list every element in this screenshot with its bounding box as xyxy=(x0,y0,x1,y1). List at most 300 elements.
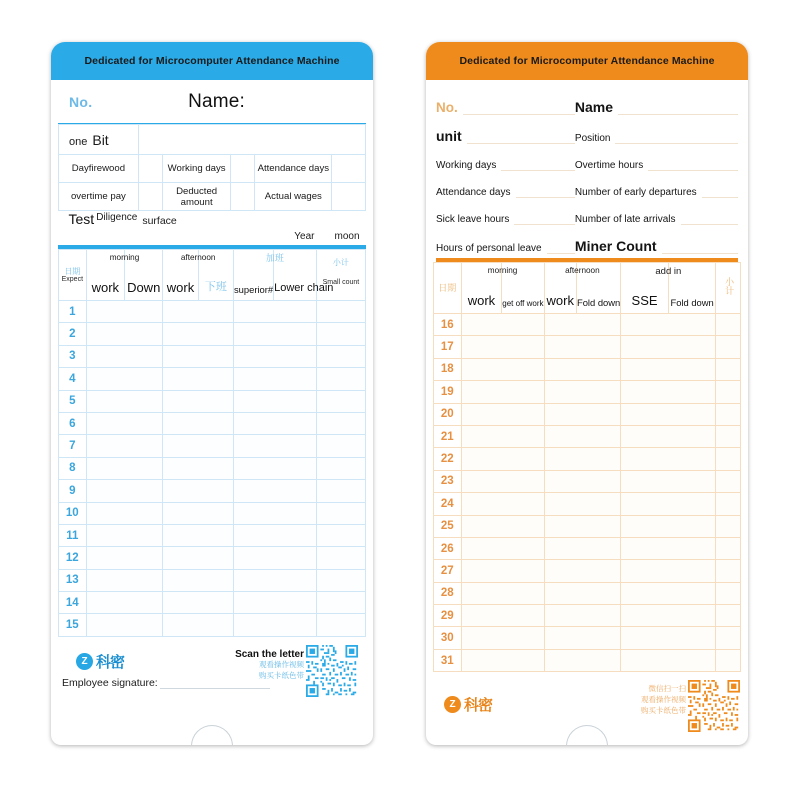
table-row xyxy=(59,368,366,390)
field-late-arrivals xyxy=(575,213,738,225)
cell-smallcount[interactable] xyxy=(716,537,741,559)
afternoon-work-header: work xyxy=(546,293,574,308)
cell-smallcount[interactable] xyxy=(316,502,365,524)
table-row xyxy=(59,457,366,479)
table-row xyxy=(434,381,741,403)
early-departures-label: Number of early departures xyxy=(574,187,697,198)
row-number: 27 xyxy=(434,560,462,582)
field-unit xyxy=(436,128,575,144)
cell-morning[interactable] xyxy=(86,345,163,367)
addin-group-label: add in xyxy=(655,266,682,277)
test-line-cell xyxy=(59,211,366,246)
field-dayfirewood-blank xyxy=(138,155,163,183)
name-label: Name: xyxy=(188,90,246,112)
blue-table-header-row xyxy=(59,250,366,301)
cell-morning[interactable] xyxy=(86,569,163,591)
cell-overtime[interactable] xyxy=(233,368,316,390)
date-header-cjk: 日期 xyxy=(64,266,81,276)
orange-table-wrap xyxy=(426,262,748,672)
morning-work-header: work xyxy=(467,293,496,308)
cell-smallcount[interactable] xyxy=(316,368,365,390)
field-attendance-days-blank xyxy=(332,155,366,183)
morning-work-header: work xyxy=(91,280,120,295)
test-label: Test xyxy=(68,211,95,227)
field-actual-wages-blank xyxy=(332,183,366,211)
no-label: No. xyxy=(436,100,458,115)
field-row-personal-miner xyxy=(436,225,738,254)
field-working-days xyxy=(436,159,575,171)
sick-leave-hours-rule[interactable] xyxy=(514,213,575,225)
overtime-group-label: 加班 xyxy=(265,253,284,263)
row-number: 31 xyxy=(434,649,462,671)
cell-addin[interactable] xyxy=(621,493,716,515)
cell-afternoon[interactable] xyxy=(544,537,621,559)
table-row xyxy=(59,435,366,457)
row-number: 15 xyxy=(59,614,87,636)
cell-afternoon[interactable] xyxy=(163,592,234,614)
cell-morning[interactable] xyxy=(461,403,544,425)
miner-count-label: Miner Count xyxy=(574,238,657,254)
table-row xyxy=(434,560,741,582)
cell-afternoon[interactable] xyxy=(544,582,621,604)
table-row xyxy=(434,582,741,604)
cell-morning[interactable] xyxy=(461,425,544,447)
afternoon-folddown-header: Fold down xyxy=(576,263,620,313)
cell-smallcount[interactable] xyxy=(716,358,741,380)
cell-afternoon[interactable] xyxy=(544,493,621,515)
cell-afternoon[interactable] xyxy=(163,547,234,569)
field-overtime-hours xyxy=(575,159,738,171)
row-number: 19 xyxy=(434,381,462,403)
cell-smallcount[interactable] xyxy=(316,390,365,412)
qr-block-blue xyxy=(235,645,358,697)
blue-table-body xyxy=(59,301,366,637)
cell-smallcount[interactable] xyxy=(716,425,741,447)
cell-afternoon[interactable] xyxy=(163,368,234,390)
cell-afternoon[interactable] xyxy=(163,323,234,345)
table-row xyxy=(434,358,741,380)
no-rule[interactable] xyxy=(463,103,575,115)
overtime-hours-rule[interactable] xyxy=(648,159,738,171)
cell-afternoon[interactable] xyxy=(163,412,234,434)
table-row xyxy=(434,493,741,515)
cell-smallcount[interactable] xyxy=(716,560,741,582)
cell-morning[interactable] xyxy=(461,605,544,627)
cell-addin[interactable] xyxy=(621,515,716,537)
cell-morning[interactable] xyxy=(461,314,544,336)
cell-smallcount[interactable] xyxy=(716,314,741,336)
row-number: 23 xyxy=(434,470,462,492)
cell-smallcount[interactable] xyxy=(716,493,741,515)
card-title-text: Dedicated for Microcomputer Attendance Machine xyxy=(459,55,715,67)
row-number: 10 xyxy=(59,502,87,524)
small-count-header xyxy=(316,250,365,301)
cell-addin[interactable] xyxy=(621,627,716,649)
one-bit-blank xyxy=(138,125,365,155)
cell-afternoon[interactable] xyxy=(544,515,621,537)
blue-header-grid xyxy=(58,124,366,245)
orange-table-header-row xyxy=(434,263,741,314)
cell-overtime[interactable] xyxy=(233,614,316,636)
table-row xyxy=(434,425,741,447)
morning-down-header: Down xyxy=(124,250,162,300)
logo-circle-icon: Z xyxy=(444,696,461,713)
row-number: 8 xyxy=(59,457,87,479)
cell-smallcount[interactable] xyxy=(716,582,741,604)
surface-label: surface xyxy=(142,215,177,227)
cell-addin[interactable] xyxy=(621,649,716,671)
employee-signature-label: Employee signature: xyxy=(62,676,158,689)
cell-overtime[interactable] xyxy=(233,323,316,345)
table-row xyxy=(59,480,366,502)
logo-wordmark: 科密 xyxy=(464,697,493,715)
cell-smallcount[interactable] xyxy=(716,627,741,649)
table-row xyxy=(434,605,741,627)
table-row xyxy=(434,627,741,649)
cell-overtime[interactable] xyxy=(233,301,316,323)
addin-sse-header: SSE xyxy=(631,293,658,308)
afternoon-group-label: afternoon xyxy=(180,253,216,262)
row-number: 21 xyxy=(434,425,462,447)
qr-code-icon[interactable] xyxy=(688,680,740,732)
cell-overtime[interactable] xyxy=(233,547,316,569)
cell-overtime[interactable] xyxy=(233,569,316,591)
table-row xyxy=(434,537,741,559)
cell-morning[interactable] xyxy=(461,336,544,358)
table-row xyxy=(59,502,366,524)
field-actual-wages: Actual wages xyxy=(255,183,332,211)
afternoon-group-header xyxy=(544,263,621,314)
cell-smallcount[interactable] xyxy=(716,381,741,403)
cell-smallcount[interactable] xyxy=(316,592,365,614)
table-row xyxy=(59,323,366,345)
cell-morning[interactable] xyxy=(86,323,163,345)
cell-overtime[interactable] xyxy=(233,345,316,367)
small-count-header xyxy=(716,263,741,314)
cell-addin[interactable] xyxy=(621,381,716,403)
cell-morning[interactable] xyxy=(86,502,163,524)
one-word: one xyxy=(69,135,88,148)
cell-smallcount[interactable] xyxy=(716,470,741,492)
cell-morning[interactable] xyxy=(461,537,544,559)
overtime-lowerchain-header: Lower chain xyxy=(273,250,333,300)
fields-row-2 xyxy=(59,183,366,211)
moon-label: moon xyxy=(334,231,360,242)
position-rule[interactable] xyxy=(615,132,738,144)
row-number: 29 xyxy=(434,605,462,627)
table-row xyxy=(59,301,366,323)
row-number: 25 xyxy=(434,515,462,537)
morning-group-label: morning xyxy=(487,266,518,275)
orange-table-body xyxy=(434,314,741,672)
orange-attendance-table xyxy=(433,262,741,672)
cell-overtime[interactable] xyxy=(233,502,316,524)
cell-morning[interactable] xyxy=(86,592,163,614)
attendance-card-orange xyxy=(426,42,748,745)
cell-smallcount[interactable] xyxy=(316,524,365,546)
table-row xyxy=(59,390,366,412)
afternoon-group-header xyxy=(163,250,234,301)
blue-card-footer xyxy=(58,637,366,745)
field-deducted-amount-blank xyxy=(230,183,255,211)
late-arrivals-label: Number of late arrivals xyxy=(574,214,676,225)
field-no xyxy=(436,100,575,115)
cell-morning[interactable] xyxy=(86,457,163,479)
addin-group-header xyxy=(621,263,716,314)
cell-smallcount[interactable] xyxy=(716,649,741,671)
row-number: 14 xyxy=(59,592,87,614)
working-days-rule[interactable] xyxy=(501,159,575,171)
cell-afternoon[interactable] xyxy=(544,425,621,447)
field-row-no-name xyxy=(436,86,738,115)
cell-morning[interactable] xyxy=(86,524,163,546)
cell-afternoon[interactable] xyxy=(163,502,234,524)
cell-addin[interactable] xyxy=(621,582,716,604)
logo-circle-icon: Z xyxy=(76,653,93,670)
qr-code-icon[interactable] xyxy=(306,645,358,697)
cell-addin[interactable] xyxy=(621,425,716,447)
cell-afternoon[interactable] xyxy=(163,301,234,323)
cell-morning[interactable] xyxy=(86,435,163,457)
cell-smallcount[interactable] xyxy=(716,605,741,627)
row-number: 2 xyxy=(59,323,87,345)
row-number: 4 xyxy=(59,368,87,390)
scan-cn-line1: 观看操作视频 xyxy=(641,695,686,705)
table-row xyxy=(59,412,366,434)
cell-morning[interactable] xyxy=(86,301,163,323)
cell-addin[interactable] xyxy=(621,560,716,582)
scan-cn-line2: 购买卡纸色带 xyxy=(259,670,304,680)
field-miner-count xyxy=(575,238,738,254)
cell-smallcount[interactable] xyxy=(716,448,741,470)
field-row-sick-late xyxy=(436,198,738,225)
unit-label: unit xyxy=(436,128,462,144)
bit-word: Bit xyxy=(92,131,109,148)
qr-caption xyxy=(641,680,688,717)
cell-morning[interactable] xyxy=(86,547,163,569)
cell-smallcount[interactable] xyxy=(316,547,365,569)
cell-smallcount[interactable] xyxy=(316,301,365,323)
cell-morning[interactable] xyxy=(86,480,163,502)
cell-afternoon[interactable] xyxy=(544,403,621,425)
cell-afternoon[interactable] xyxy=(544,336,621,358)
cell-smallcount[interactable] xyxy=(316,614,365,636)
field-row-attendance-early xyxy=(436,171,738,198)
cell-overtime[interactable] xyxy=(233,592,316,614)
card-title-text: Dedicated for Microcomputer Attendance Machine xyxy=(84,55,340,67)
cell-smallcount[interactable] xyxy=(316,412,365,434)
card-title-bar-blue xyxy=(51,42,373,80)
attendance-card-blue xyxy=(51,42,373,745)
date-header-en: Expect xyxy=(61,276,84,284)
cell-morning[interactable] xyxy=(86,368,163,390)
personal-leave-label: Hours of personal leave xyxy=(436,242,542,254)
cell-afternoon[interactable] xyxy=(544,358,621,380)
cell-smallcount[interactable] xyxy=(316,323,365,345)
cell-overtime[interactable] xyxy=(233,435,316,457)
field-row-unit-position xyxy=(436,115,738,144)
orange-card-header-fields xyxy=(426,80,748,262)
table-row xyxy=(59,592,366,614)
cell-afternoon[interactable] xyxy=(163,614,234,636)
logo-wordmark: 科密 xyxy=(96,653,125,671)
kemi-logo xyxy=(76,651,124,672)
unit-rule[interactable] xyxy=(467,132,575,144)
cell-addin[interactable] xyxy=(621,358,716,380)
cell-morning[interactable] xyxy=(461,358,544,380)
cell-morning[interactable] xyxy=(461,470,544,492)
cell-afternoon[interactable] xyxy=(163,569,234,591)
morning-group-header xyxy=(86,250,163,301)
cell-smallcount[interactable] xyxy=(316,345,365,367)
kemi-logo xyxy=(444,694,492,715)
row-number: 6 xyxy=(59,412,87,434)
cell-afternoon[interactable] xyxy=(544,314,621,336)
overtime-superior-header: superior# xyxy=(233,284,274,295)
cell-afternoon[interactable] xyxy=(163,524,234,546)
table-row xyxy=(59,547,366,569)
row-number: 22 xyxy=(434,448,462,470)
cell-smallcount[interactable] xyxy=(316,435,365,457)
field-overtime-pay-blank xyxy=(138,183,163,211)
cell-smallcount[interactable] xyxy=(716,336,741,358)
scan-cn-line0: 微信扫一扫 xyxy=(648,684,686,694)
small-count-cjk: 小计 xyxy=(332,258,349,267)
afternoon-offwork-header: 下班 xyxy=(198,250,233,300)
cell-addin[interactable] xyxy=(621,605,716,627)
table-row xyxy=(434,336,741,358)
cell-afternoon[interactable] xyxy=(163,457,234,479)
cell-smallcount[interactable] xyxy=(316,569,365,591)
diligence-label: Diligence xyxy=(96,212,138,223)
cell-afternoon[interactable] xyxy=(544,470,621,492)
card-bottom-notch xyxy=(191,725,233,745)
attendance-days-rule[interactable] xyxy=(516,186,575,198)
cell-addin[interactable] xyxy=(621,448,716,470)
sick-leave-hours-label: Sick leave hours xyxy=(436,214,510,225)
row-number: 12 xyxy=(59,547,87,569)
scan-cn-line2: 购买卡纸色带 xyxy=(641,706,686,715)
row-number: 13 xyxy=(59,569,87,591)
morning-group-header xyxy=(461,263,544,314)
row-number: 30 xyxy=(434,627,462,649)
cell-morning[interactable] xyxy=(461,448,544,470)
cell-afternoon[interactable] xyxy=(163,435,234,457)
cell-addin[interactable] xyxy=(621,403,716,425)
table-row xyxy=(434,314,741,336)
qr-caption xyxy=(235,645,306,682)
row-number: 11 xyxy=(59,524,87,546)
table-row xyxy=(59,524,366,546)
field-deducted-amount: Deducted amount xyxy=(163,183,231,211)
row-number: 1 xyxy=(59,301,87,323)
cell-smallcount[interactable] xyxy=(316,480,365,502)
blue-name-row xyxy=(58,80,366,124)
field-overtime-pay: overtime pay xyxy=(59,183,139,211)
cell-overtime[interactable] xyxy=(233,390,316,412)
row-number: 17 xyxy=(434,336,462,358)
qr-block-orange xyxy=(641,680,740,732)
row-number: 26 xyxy=(434,537,462,559)
cell-addin[interactable] xyxy=(621,537,716,559)
cell-afternoon[interactable] xyxy=(544,381,621,403)
fields-row-1 xyxy=(59,155,366,183)
miner-count-rule[interactable] xyxy=(662,242,738,254)
table-row xyxy=(434,515,741,537)
field-attendance-days: Attendance days xyxy=(255,155,332,183)
cell-morning[interactable] xyxy=(461,649,544,671)
field-early-departures xyxy=(575,186,738,198)
late-arrivals-rule[interactable] xyxy=(681,213,739,225)
cell-afternoon[interactable] xyxy=(163,480,234,502)
date-column-header xyxy=(434,263,462,314)
cell-smallcount[interactable] xyxy=(716,515,741,537)
cell-overtime[interactable] xyxy=(233,480,316,502)
cell-morning[interactable] xyxy=(461,493,544,515)
row-number: 5 xyxy=(59,390,87,412)
early-departures-rule[interactable] xyxy=(702,186,738,198)
cell-afternoon[interactable] xyxy=(544,649,621,671)
small-count-cjk: 小计 xyxy=(724,276,735,295)
one-bit-cell xyxy=(59,125,139,155)
morning-getoffwork-header: get off work xyxy=(501,263,543,313)
cell-morning[interactable] xyxy=(461,627,544,649)
cell-addin[interactable] xyxy=(621,336,716,358)
cell-morning[interactable] xyxy=(86,390,163,412)
cell-overtime[interactable] xyxy=(233,412,316,434)
cell-morning[interactable] xyxy=(461,381,544,403)
table-row xyxy=(434,649,741,671)
table-row xyxy=(59,569,366,591)
afternoon-group-label: afternoon xyxy=(565,266,600,275)
field-working-days: Working days xyxy=(163,155,231,183)
cell-overtime[interactable] xyxy=(233,457,316,479)
row-number: 28 xyxy=(434,582,462,604)
field-working-days-blank xyxy=(230,155,255,183)
cell-afternoon[interactable] xyxy=(544,627,621,649)
cell-afternoon[interactable] xyxy=(163,390,234,412)
year-label: Year xyxy=(294,231,315,242)
table-row xyxy=(434,403,741,425)
cell-afternoon[interactable] xyxy=(544,605,621,627)
row-number: 3 xyxy=(59,345,87,367)
cell-afternoon[interactable] xyxy=(544,560,621,582)
test-line-row xyxy=(59,211,366,246)
cell-morning[interactable] xyxy=(86,412,163,434)
date-header-cjk: 日期 xyxy=(438,282,457,293)
cell-addin[interactable] xyxy=(621,314,716,336)
cell-addin[interactable] xyxy=(621,470,716,492)
cell-morning[interactable] xyxy=(86,614,163,636)
personal-leave-rule[interactable] xyxy=(547,242,575,254)
cell-morning[interactable] xyxy=(461,560,544,582)
cell-afternoon[interactable] xyxy=(163,345,234,367)
table-row xyxy=(59,614,366,636)
row-number: 18 xyxy=(434,358,462,380)
scan-title: Scan the letter xyxy=(235,648,304,660)
cell-overtime[interactable] xyxy=(233,524,316,546)
cell-morning[interactable] xyxy=(461,582,544,604)
blue-card-body xyxy=(51,80,373,745)
cell-afternoon[interactable] xyxy=(544,448,621,470)
position-label: Position xyxy=(574,133,611,144)
row-number: 9 xyxy=(59,480,87,502)
cell-smallcount[interactable] xyxy=(716,403,741,425)
cell-morning[interactable] xyxy=(461,515,544,537)
blue-attendance-table xyxy=(58,249,366,637)
cell-smallcount[interactable] xyxy=(316,457,365,479)
name-rule[interactable] xyxy=(618,103,738,115)
